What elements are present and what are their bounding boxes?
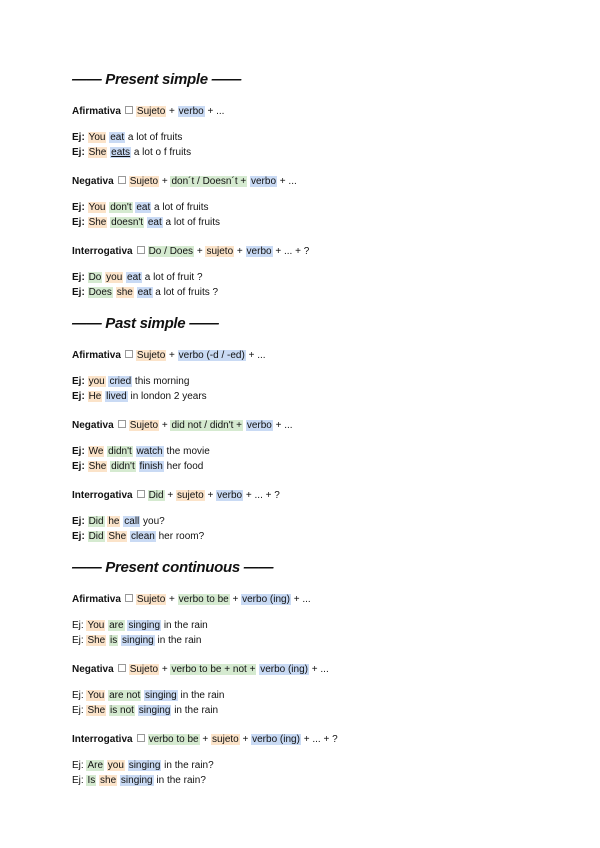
highlighted-term: Is [87, 775, 96, 786]
highlighted-term: She [87, 705, 106, 716]
highlighted-term: verbo [251, 176, 277, 187]
highlighted-term: You [87, 690, 105, 701]
text-segment: + ... [272, 420, 293, 431]
text-segment: in the rain? [153, 775, 206, 786]
highlighted-term: eats [111, 147, 131, 158]
text-segment: + ... + ? [300, 734, 338, 745]
grammar-rule [72, 104, 542, 119]
label-bold: Ej: [72, 531, 85, 542]
highlighted-term: singing [120, 775, 153, 786]
grammar-rule [72, 662, 542, 677]
text-segment: + [166, 594, 178, 605]
highlighted-term: singing [122, 635, 154, 646]
highlighted-term: sujeto [177, 490, 204, 501]
checkbox-square-icon [118, 176, 126, 184]
text-segment: + [166, 350, 178, 361]
text-segment: in the rain [171, 705, 219, 716]
example-sentence [72, 459, 542, 474]
checkbox-square-icon [125, 594, 133, 602]
text-segment: + ... [245, 350, 266, 361]
label-bold: Ej: [72, 461, 85, 472]
label-bold: Afirmativa [72, 350, 121, 361]
highlighted-term: call [124, 516, 140, 527]
label-bold: Ej: [72, 516, 85, 527]
text-segment: + [159, 420, 171, 431]
highlighted-term: Does [88, 287, 112, 298]
highlighted-term: verbo (-d / -ed) [178, 350, 245, 361]
example-sentence [72, 374, 542, 389]
highlighted-term: She [88, 217, 107, 228]
example-sentence [72, 773, 542, 788]
section-title: —— Present simple —— [72, 71, 242, 88]
highlighted-term: Sujeto [129, 420, 159, 431]
grammar-rule [72, 174, 542, 189]
highlighted-term: sujeto [212, 734, 239, 745]
text-segment: a lot of fruits [151, 202, 209, 213]
text-segment: her room? [155, 531, 205, 542]
highlighted-term: eat [127, 272, 141, 283]
text-segment: Ej: [72, 690, 87, 701]
label-bold: Ej: [72, 147, 85, 158]
label-bold: Ej: [72, 217, 85, 228]
highlighted-term: singing [138, 705, 171, 716]
example-sentence [72, 270, 542, 285]
example-sentence [72, 618, 542, 633]
label-bold: Interrogativa [72, 246, 133, 257]
highlighted-term: She [88, 147, 107, 158]
text-segment: a lot o f fruits [131, 147, 192, 158]
example-sentence [72, 688, 542, 703]
text-segment: in the rain [154, 635, 202, 646]
text-segment: you? [140, 516, 165, 527]
highlighted-term: Did [88, 531, 104, 542]
label-bold: Interrogativa [72, 734, 133, 745]
highlighted-term: verbo (ing) [252, 734, 300, 745]
highlighted-term: don´t / Doesn´t + [171, 176, 247, 187]
highlighted-term: You [88, 132, 106, 143]
highlighted-term: you [107, 760, 124, 771]
text-segment: Ej: [72, 775, 87, 786]
highlighted-term: Sujeto [136, 594, 166, 605]
text-segment: in the rain [177, 690, 225, 701]
label-bold: Ej: [72, 202, 85, 213]
grammar-rule [72, 348, 542, 363]
highlighted-term: you [106, 272, 123, 283]
highlighted-term: lived [106, 391, 127, 402]
text-segment: + [204, 490, 217, 501]
grammar-rule [72, 244, 542, 259]
highlighted-term: is not [110, 705, 134, 716]
label-bold: Ej: [72, 391, 85, 402]
label-bold: Ej: [72, 272, 85, 283]
highlighted-term: don't [110, 202, 132, 213]
grammar-rule [72, 592, 542, 607]
text-segment: + [199, 734, 212, 745]
highlighted-term: Sujeto [136, 106, 166, 117]
highlighted-term: eat [137, 287, 152, 298]
highlighted-term: watch [136, 446, 163, 457]
text-segment: a lot of fruit ? [141, 272, 203, 283]
label-bold: Ej: [72, 446, 85, 457]
highlighted-term: verbo to be + not + [171, 664, 256, 675]
highlighted-term: Do [88, 272, 102, 283]
highlighted-term: She [87, 635, 106, 646]
highlighted-term: verbo to be [148, 734, 199, 745]
highlighted-term: cried [109, 376, 132, 387]
highlighted-term: verbo (ing) [260, 664, 308, 675]
highlighted-term: is [110, 635, 118, 646]
text-segment: Ej: [72, 760, 87, 771]
highlighted-term: you [88, 376, 105, 387]
text-segment: a lot of fruits ? [152, 287, 219, 298]
highlighted-term: she [116, 287, 133, 298]
highlighted-term: verbo [178, 106, 204, 117]
highlighted-term: Did [148, 490, 164, 501]
text-segment: Ej: [72, 635, 87, 646]
highlighted-term: She [88, 461, 107, 472]
highlighted-term: she [100, 775, 117, 786]
highlighted-term: verbo [246, 420, 272, 431]
text-segment: + [159, 664, 171, 675]
highlighted-term: You [88, 202, 106, 213]
example-sentence [72, 514, 542, 529]
text-segment: + ... [309, 664, 329, 675]
text-segment: + ... + ? [272, 246, 310, 257]
label-bold: Negativa [72, 176, 114, 187]
label-bold: Negativa [72, 664, 114, 675]
highlighted-term: Do / Does [148, 246, 194, 257]
highlighted-term: He [88, 391, 102, 402]
grammar-rule [72, 488, 542, 503]
highlighted-term: didn't [111, 461, 135, 472]
text-segment: Ej: [72, 620, 87, 631]
highlighted-term: are not [109, 690, 141, 701]
example-sentence [72, 758, 542, 773]
text-segment: + [229, 594, 242, 605]
highlighted-term: doesn't [111, 217, 144, 228]
highlighted-term: did not / didn't + [171, 420, 243, 431]
example-sentence [72, 215, 542, 230]
text-segment: + ... [290, 594, 311, 605]
text-segment: + ... [204, 106, 225, 117]
highlighted-term: finish [139, 461, 163, 472]
text-segment: + ... + ? [243, 490, 280, 501]
highlighted-term: singing [128, 620, 161, 631]
text-segment: + [164, 490, 176, 501]
highlighted-term: verbo (ing) [242, 594, 290, 605]
example-sentence [72, 200, 542, 215]
example-sentence [72, 285, 542, 300]
highlighted-term: sujeto [206, 246, 234, 257]
example-sentence [72, 145, 542, 160]
highlighted-term: verbo to be [178, 594, 229, 605]
checkbox-square-icon [118, 664, 126, 672]
highlighted-term: singing [128, 760, 161, 771]
example-sentence [72, 389, 542, 404]
text-segment: + [159, 176, 171, 187]
text-segment: Ej: [72, 705, 87, 716]
section-title: —— Present continuous —— [72, 559, 274, 576]
example-sentence [72, 703, 542, 718]
document-page [72, 70, 542, 788]
grammar-rule [72, 418, 542, 433]
highlighted-term: Did [88, 516, 104, 527]
text-segment: + [239, 734, 252, 745]
text-segment: her food [163, 461, 204, 472]
highlighted-term: verbo [217, 490, 243, 501]
text-segment: in the rain? [161, 760, 214, 771]
label-bold: Afirmativa [72, 106, 121, 117]
highlighted-term: eat [147, 217, 162, 228]
text-segment: + ... [277, 176, 297, 187]
text-segment: in the rain [161, 620, 208, 631]
checkbox-square-icon [137, 490, 145, 498]
section-title: —— Past simple —— [72, 315, 219, 332]
highlighted-term: Sujeto [129, 664, 159, 675]
text-segment: this morning [132, 376, 190, 387]
highlighted-term: didn't [108, 446, 132, 457]
highlighted-term: She [108, 531, 127, 542]
text-segment: + [166, 106, 178, 117]
highlighted-term: You [87, 620, 105, 631]
highlighted-term: singing [145, 690, 177, 701]
example-sentence [72, 633, 542, 648]
highlighted-term: We [88, 446, 104, 457]
text-segment: + [194, 246, 206, 257]
highlighted-term: Sujeto [129, 176, 159, 187]
checkbox-square-icon [125, 106, 133, 114]
label-bold: Interrogativa [72, 490, 133, 501]
highlighted-term: clean [130, 531, 155, 542]
example-sentence [72, 529, 542, 544]
checkbox-square-icon [137, 246, 145, 254]
highlighted-term: Are [87, 760, 104, 771]
highlighted-term: are [109, 620, 124, 631]
highlighted-term: verbo [246, 246, 272, 257]
text-segment: a lot of fruits [125, 132, 183, 143]
grammar-rule [72, 732, 542, 747]
example-sentence [72, 444, 542, 459]
highlighted-term: eat [110, 132, 125, 143]
label-bold: Ej: [72, 132, 85, 143]
label-bold: Ej: [72, 287, 85, 298]
label-bold: Afirmativa [72, 594, 121, 605]
highlighted-term: eat [136, 202, 151, 213]
checkbox-square-icon [137, 734, 145, 742]
label-bold: Negativa [72, 420, 114, 431]
text-segment: the movie [163, 446, 210, 457]
text-segment: a lot of fruits [162, 217, 221, 228]
label-bold: Ej: [72, 376, 85, 387]
highlighted-term: Sujeto [136, 350, 166, 361]
example-sentence [72, 130, 542, 145]
text-segment: + [234, 246, 246, 257]
highlighted-term: he [108, 516, 120, 527]
text-segment: in london 2 years [127, 391, 207, 402]
checkbox-square-icon [118, 420, 126, 428]
checkbox-square-icon [125, 350, 133, 358]
